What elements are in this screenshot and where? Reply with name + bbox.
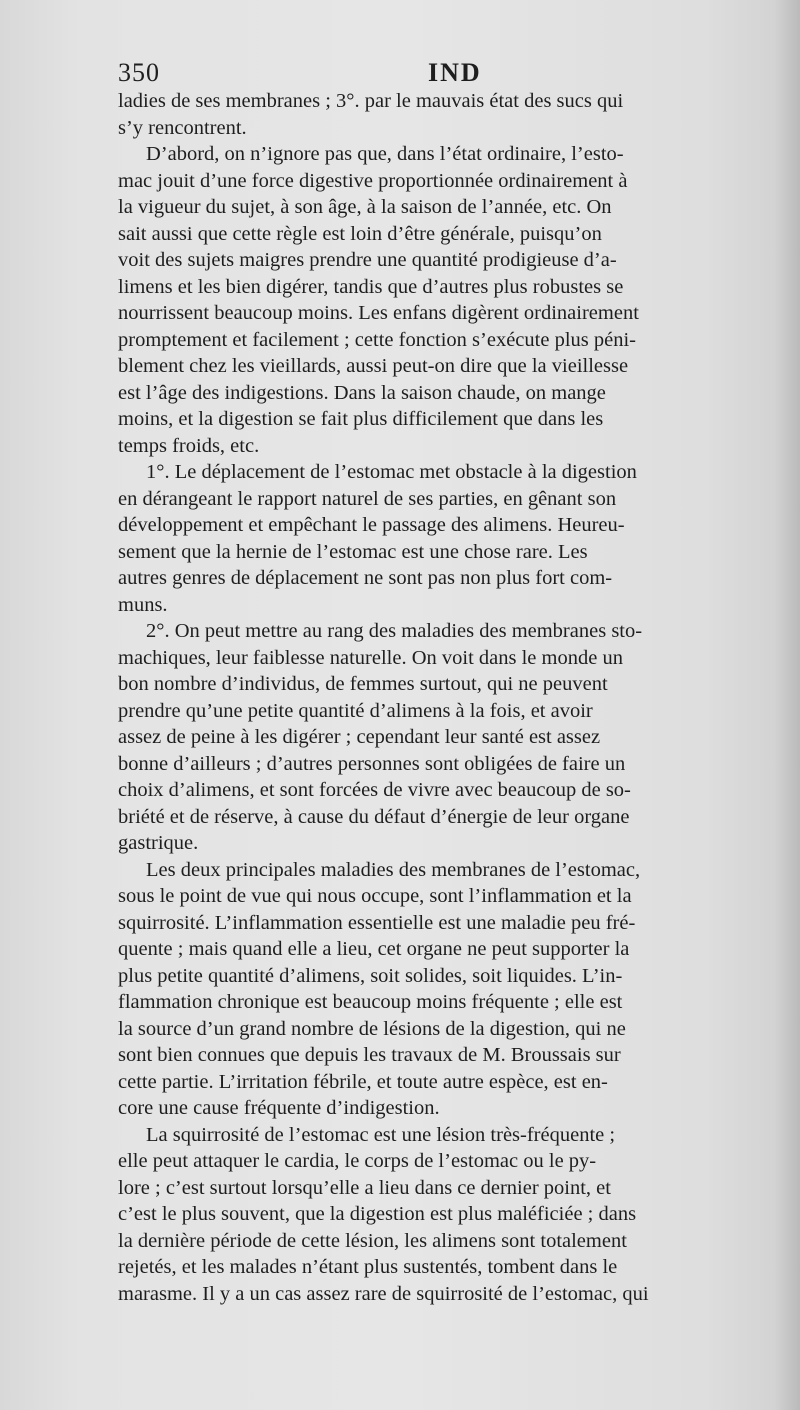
text-line: sont bien connues que depuis les travaux de M. Broussais sur [118,1044,621,1066]
text-line: 2°. On peut mettre au rang des maladies des membranes sto- [146,620,643,642]
text-line: assez de peine à les digérer ; cependant leur santé est assez [118,726,601,748]
text-line: blement chez les vieillards, aussi peut-on dire que la vieillesse [118,355,629,377]
text-line: promptement et facilement ; cette fonction s’exécute plus péni- [118,328,636,351]
text-line: la vigueur du sujet, à son âge, à la saison de l’année, etc. On [118,196,612,218]
text-line: la dernière période de cette lésion, les alimens sont totalement [118,1229,627,1252]
text-line: flammation chronique est beaucoup moins fréquente ; elle est [118,991,623,1013]
text-line: sous le point de vue qui nous occupe, sont l’inflammation et la [118,885,632,907]
text-line: core une cause fréquente d’indigestion. [118,1097,440,1119]
text-line: 1°. Le déplacement de l’estomac met obstacle à la digestion [146,461,637,483]
text-line: elle peut attaquer le cardia, le corps de l’estomac ou le py- [118,1150,597,1172]
text-line: temps froids, etc. [118,434,260,457]
text-line: nourrissent beaucoup moins. Les enfans digèrent ordinairement [118,302,639,324]
text-line: moins, et la digestion se fait plus difficilement que dans les [118,408,604,430]
text-line: prendre qu’une petite quantité d’alimens à la fois, et avoir [118,699,593,722]
text-line: bon nombre d’individus, de femmes surtout, qui ne peuvent [118,673,608,695]
text-line: ladies de ses membranes ; 3°. par le mauvais état des sucs qui [118,90,624,112]
text-line: c’est le plus souvent, que la digestion est plus maléficiée ; dans [118,1203,637,1225]
text-line: la source d’un grand nombre de lésions de la digestion, qui ne [118,1017,626,1040]
text-line: squirrosité. L’inflammation essentielle est une maladie peu fré- [118,911,636,934]
text-line: gastrique. [118,832,199,854]
running-title: IND [428,58,482,87]
text-line: voit des sujets maigres prendre une quantité prodigieuse d’a- [118,249,617,271]
text-line: limens et les bien digérer, tandis que d’autres plus robustes se [118,275,624,298]
text-line: bonne d’ailleurs ; d’autres personnes sont obligées de faire un [118,752,626,775]
text-line: choix d’alimens, et sont forcées de vivre avec beaucoup de so- [118,779,631,801]
text-line: cette partie. L’irritation fébrile, et toute autre espèce, est en- [118,1070,608,1093]
text-line: mac jouit d’une force digestive proportionnée ordinairement à [118,169,628,192]
text-line: La squirrosité de l’estomac est une lésion très-fréquente ; [146,1123,616,1146]
text-line: quente ; mais quand elle a lieu, cet organe ne peut supporter la [118,938,630,960]
text-line: autres genres de déplacement ne sont pas non plus fort com- [118,567,613,589]
text-line: D’abord, on n’ignore pas que, dans l’état ordinaire, l’esto- [146,143,624,165]
text-line: briété et de réserve, à cause du défaut d’énergie de leur organe [118,805,630,828]
text-line: s’y rencontrent. [118,116,247,139]
text-line: muns. [118,593,168,616]
text-line: plus petite quantité d’alimens, soit solides, soit liquides. L’in- [118,964,623,987]
running-head [118,58,778,90]
page-number: 350 [118,58,160,87]
text-line: sement que la hernie de l’estomac est une chose rare. Les [118,540,588,563]
body-text [118,88,778,1307]
text-line: marasme. Il y a un cas assez rare de squirrosité de l’estomac, qui [118,1282,649,1305]
text-line: machiques, leur faiblesse naturelle. On voit dans le monde un [118,646,623,669]
text-line: en dérangeant le rapport naturel de ses parties, en gênant son [118,487,617,510]
text-line: est l’âge des indigestions. Dans la saison chaude, on mange [118,381,606,404]
text-line: sait aussi que cette règle est loin d’être générale, puisqu’on [118,222,602,245]
text-line: rejetés, et les malades n’étant plus sustentés, tombent dans le [118,1256,618,1278]
text-line: Les deux principales maladies des membranes de l’estomac, [146,858,641,881]
text-line: lore ; c’est surtout lorsqu’elle a lieu dans ce dernier point, et [118,1176,611,1199]
text-line: développement et empêchant le passage des alimens. Heureu- [118,514,625,536]
